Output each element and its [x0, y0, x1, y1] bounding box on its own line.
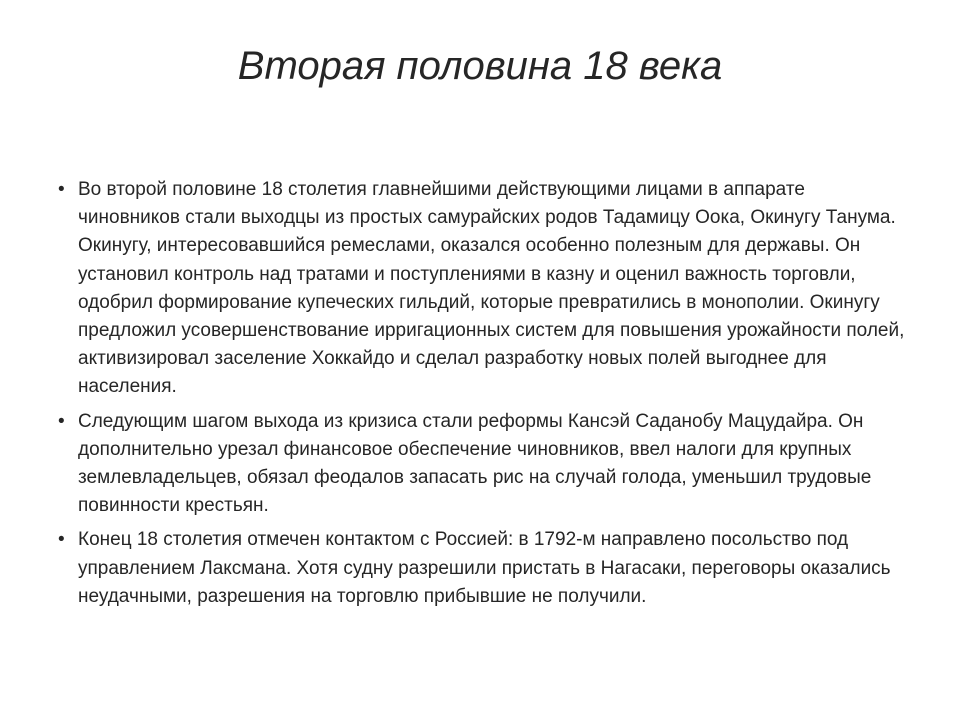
- bullet-list: [56, 176, 906, 617]
- bullet-text: Следующим шагом выхода из кризиса стали реформы Кансэй Саданобу Мацудайра. Он дополнительно урезал финансовое обеспечение чиновников, ввел налоги для крупных землевладельцев, обязал феодалов запасать рис на случай голода, уменьшил трудовые повинности крестьян.: [78, 410, 872, 517]
- bullet-item: [56, 408, 906, 521]
- bullet-text: Во второй половине 18 столетия главнейшими действующими лицами в аппарате чиновников стали выходцы из простых самурайских родов Тадамицу Оока, Окинугу Танума. Окинугу, интересовавшийся ремеслами, оказался особенно полезным для державы. Он установил контроль над тратами и поступлениями в казну и оценил важность торговли, одобрил формирование купеческих гильдий, которые превратились в монополии. Окинугу предложил усовершенствование ирригационных систем для повышения урожайности полей, активизировал заселение Хоккайдо и сделал разработку новых полей выгоднее для населения.: [78, 179, 905, 398]
- bullet-item: [56, 176, 906, 402]
- bullet-dot-icon: •: [58, 410, 65, 432]
- bullet-item: [56, 526, 906, 611]
- bullet-dot-icon: •: [58, 179, 65, 200]
- bullet-dot-icon: •: [58, 529, 65, 551]
- slide-title: Вторая половина 18 века: [237, 44, 723, 88]
- bullet-text: Конец 18 столетия отмечен контактом с Россией: в 1792-м направлено посольство под управлением Лаксмана. Хотя судну разрешили пристать в Нагасаки, переговоры оказались неудачными, разрешения на торговлю прибывшие не получили.: [78, 529, 891, 607]
